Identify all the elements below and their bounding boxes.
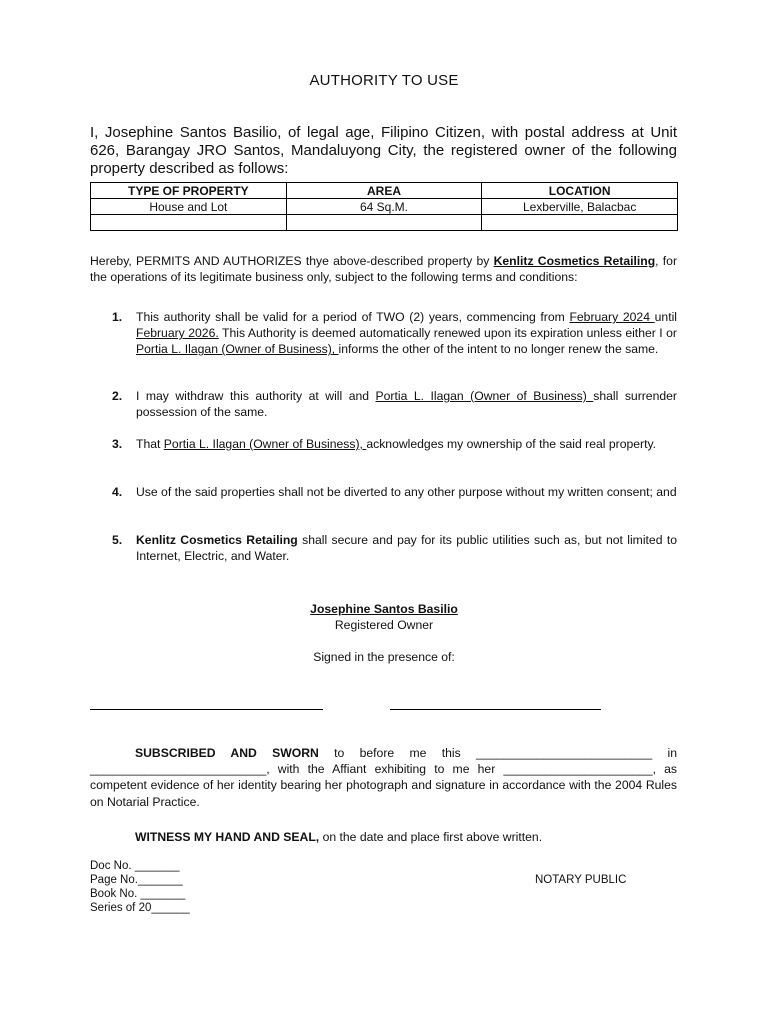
series-no: Series of 20______ (90, 902, 190, 914)
property-table (90, 182, 678, 231)
table-row (91, 199, 678, 215)
term-item-4 (112, 484, 677, 500)
term-text: I may withdraw this authority at will and Portia L. Ilagan (Owner of Business) shall surrender possession of the same. (136, 389, 677, 420)
jurat-paragraph: SUBSCRIBED AND SWORN to before me this __________________________ in __________________________, with the Affiant exhibiting to me her ______________________, as competent evidence of her identity bearing her photograph and signature in accordance with the 2004 Rules on Notarial Practice. (90, 746, 677, 809)
start-date: February 2024 (569, 310, 655, 324)
witness-signature-line (390, 709, 601, 710)
table-header-cell: TYPE OF PROPERTY (91, 183, 287, 199)
company-name: Kenlitz Cosmetics Retailing (136, 533, 298, 547)
witness-clause: WITNESS MY HAND AND SEAL, on the date and place first above written. (135, 830, 543, 844)
business-owner-name: Portia L. Ilagan (Owner of Business) (375, 389, 594, 403)
authorization-text: Hereby, PERMITS AND AUTHORIZES thye above-described property by (90, 254, 494, 268)
id-blank: ______________________ (503, 762, 653, 777)
term-item-1 (112, 309, 677, 358)
presence-label: Signed in the presence of: (313, 650, 455, 664)
notary-public-label: NOTARY PUBLIC (535, 874, 627, 886)
term-item-3 (112, 436, 677, 452)
table-cell: House and Lot (91, 199, 287, 215)
page-no: Page No._______ (90, 874, 183, 886)
table-header-cell: LOCATION (482, 183, 678, 199)
authorization-paragraph (90, 253, 677, 285)
table-row (91, 215, 678, 231)
authorization-text: , for the operations of its legitimate business only, subject to the following terms and conditions: (90, 254, 678, 285)
table-header-row (91, 183, 678, 199)
table-cell (286, 215, 482, 231)
document-title: AUTHORITY TO USE (309, 72, 459, 89)
table-header-cell: AREA (286, 183, 482, 199)
table-cell: 64 Sq.M. (286, 199, 482, 215)
book-no: Book No. _______ (90, 888, 186, 900)
witness-signature-line (90, 709, 323, 710)
table-cell (91, 215, 287, 231)
term-text: Use of the said properties shall not be diverted to any other purpose without my written consent; and (136, 485, 677, 499)
term-number: 3. (112, 437, 123, 451)
owner-name: Josephine Santos Basilio (310, 602, 458, 616)
business-owner-name: Portia L. Ilagan (Owner of Business), (163, 437, 367, 451)
term-text: That Portia L. Ilagan (Owner of Business), acknowledges my ownership of the said real property. (136, 437, 657, 451)
doc-no: Doc No. _______ (90, 860, 180, 872)
table-cell: Lexberville, Balacbac (482, 199, 678, 215)
date-blank: __________________________ (475, 746, 653, 760)
term-item-2 (112, 388, 677, 420)
term-number: 5. (112, 533, 123, 547)
term-number: 4. (112, 485, 123, 499)
term-item-5 (112, 532, 677, 564)
end-date: February 2026. (136, 326, 219, 341)
term-number: 1. (112, 310, 123, 324)
term-number: 2. (112, 389, 123, 403)
intro-paragraph: I, Josephine Santos Basilio, of legal age, Filipino Citizen, with postal address at Unit 626, Barangay JRO Santos, Mandaluyong City, the registered owner of the following property described as follows: (90, 124, 677, 177)
notarial-register (90, 859, 190, 915)
company-name: Kenlitz Cosmetics Retailing (493, 254, 656, 268)
owner-role: Registered Owner (334, 618, 434, 632)
business-owner-name: Portia L. Ilagan (Owner of Business), (136, 342, 339, 357)
table-cell (482, 215, 678, 231)
term-text: Kenlitz Cosmetics Retailing shall secure and pay for its public utilities such as, but not limited to Internet, Electric, and Water. (136, 533, 677, 564)
term-text: This authority shall be valid for a period of TWO (2) years, commencing from February 2024 until February 2026. This Authority is deemed automatically renewed upon its expiration unless either I or Portia L. Ilagan (Owner of Business), informs the other of the intent to no longer renew the same. (136, 310, 677, 357)
place-blank: __________________________ (90, 762, 267, 777)
jurat-lead: SUBSCRIBED AND SWORN (135, 746, 319, 760)
